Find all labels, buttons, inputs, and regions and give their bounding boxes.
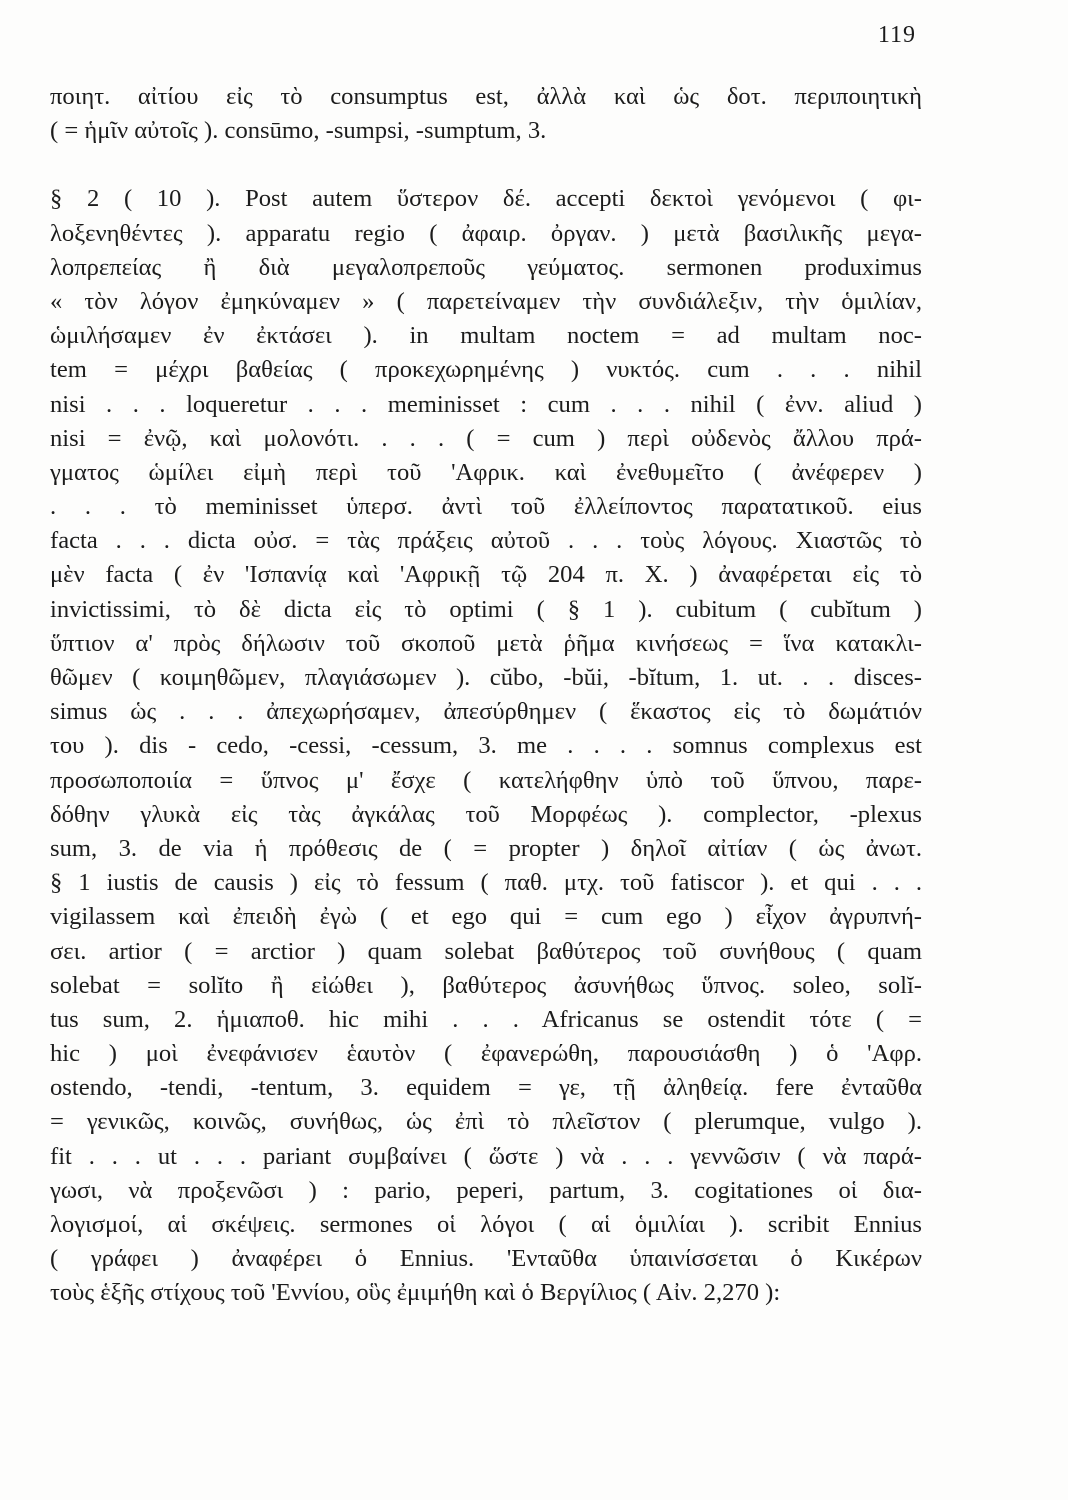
text-line: vigilassem καὶ ἐπειδὴ ἐγὼ ( et ego qui = cum ego ) εἶχον ἀγρυπνή- <box>50 903 922 931</box>
text-line: fit . . . ut . . . pariant συμβαίνει ( ὥστε ) νὰ . . . γεννῶσιν ( νὰ παρά- <box>50 1142 922 1170</box>
text-line: λογισμοί, αἱ σκέψεις. sermones οἱ λόγοι ( αἱ ὁμιλίαι ). scribit Ennius <box>50 1211 922 1238</box>
text-line: θῶμεν ( κοιμηθῶμεν, πλαγιάσωμεν ). cŭbo, -bŭi, -bĭtum, 1. ut. . . disces- <box>50 664 922 691</box>
text-line: λοξενηθέντες ). apparatu regio ( ἀφαιρ. ὀργαν. ) μετὰ βασιλικῆς μεγα- <box>50 219 922 247</box>
text-line: . . . τὸ meminisset ὑπερσ. ἀντὶ τοῦ ἐλλείποντος παρατατικοῦ. eius <box>50 493 922 521</box>
text-line: γματος ὡμίλει εἰμὴ περὶ τοῦ 'Αφρικ. καὶ ἐνεθυμεῖτο ( ἀνέφερεν ) <box>50 458 922 486</box>
paragraph-gap <box>50 148 922 182</box>
text-line: nisi = ἐνῷ, καὶ μολονότι. . . . ( = cum ) περὶ οὐδενὸς ἄλλου πρά- <box>50 424 922 452</box>
text-line: λοπρεπείας ἢ διὰ μεγαλοπρεποῦς γεύματος. sermonen produximus <box>50 253 922 281</box>
text-line: δόθην γλυκὰ εἰς τὰς ἀγκάλας τοῦ Μορφέως ). complector, -plexus <box>50 800 922 828</box>
text-line: invictissimi, τὸ δὲ dicta εἰς τὸ optimi ( § 1 ). cubitum ( cubĭtum ) <box>50 595 922 623</box>
text-line: ὡμιλήσαμεν ἐν ἐκτάσει ). in multam noctem = ad multam noc- <box>50 322 922 350</box>
text-line: ostendo, -tendi, -tentum, 3. equidem = γε, τῇ ἀληθείᾳ. fere ἐνταῦθα <box>50 1074 922 1102</box>
text-line: sum, 3. de via ἡ πρόθεσις de ( = propter ) δηλοῖ αἰτίαν ( ὡς ἀνωτ. <box>50 834 922 862</box>
text-line: τοὺς ἑξῆς στίχους τοῦ 'Εννίου, οὓς ἐμιμήθη καὶ ὁ Βεργίλιος ( Αἰν. 2,270 ): <box>50 1279 781 1307</box>
text-line: § 2 ( 10 ). Post autem ὕστερον δέ. accepti δεκτοὶ γενόμενοι ( φι- <box>50 185 922 213</box>
text-line: solebat = solĭto ἢ εἰώθει ), βαθύτερος ἀσυνήθως ὕπνος. soleo, solĭ- <box>50 971 922 999</box>
text-line: ( γράφει ) ἀναφέρει ὁ Ennius. 'Ενταῦθα ὑπαινίσσεται ὁ Κικέρων <box>50 1245 922 1273</box>
commentary-text <box>50 80 922 1311</box>
text-line: tus sum, 2. ἡμιαποθ. hic mihi . . . Africanus se ostendit τότε ( = <box>50 1005 922 1033</box>
text-line: simus ὡς . . . ἀπεχωρήσαμεν, ἀπεσύρθημεν ( ἕκαστος εἰς τὸ δωμάτιόν <box>50 698 922 726</box>
text-line: ( = ἡμῖν αὐτοῖς ). consūmo, -sumpsi, -sumptum, 3. <box>50 117 547 145</box>
text-line: nisi . . . loqueretur . . . meminisset : cum . . . nihil ( ἐνν. aliud ) <box>50 390 922 418</box>
text-line: hic ) μοὶ ἐνεφάνισεν ἑαυτὸν ( ἐφανερώθη, παρουσιάσθη ) ὁ 'Αφρ. <box>50 1040 922 1068</box>
page-number: 119 <box>877 22 916 48</box>
text-line: ποιητ. αἰτίου εἰς τὸ consumptus est, ἀλλὰ καὶ ὡς δοτ. περιποιητικὴ <box>50 83 922 110</box>
text-line: § 1 iustis de causis ) εἰς τὸ fessum ( παθ. μτχ. τοῦ fatiscor ). et qui . . . <box>50 869 922 897</box>
text-line: προσωποποιία = ὕπνος μ' ἔσχε ( κατελήφθην ὑπὸ τοῦ ὕπνου, παρε- <box>50 766 922 794</box>
text-line: ὕπτιον α' πρὸς δήλωσιν τοῦ σκοποῦ μετὰ ῥῆμα κινήσεως = ἵνα κατακλι- <box>50 629 922 657</box>
text-line: tem = μέχρι βαθείας ( προκεχωρημένης ) νυκτός. cum . . . nihil <box>50 356 922 384</box>
text-line: σει. artior ( = arctior ) quam solebat βαθύτερος τοῦ συνήθους ( quam <box>50 937 922 965</box>
text-line: facta . . . dicta οὐσ. = τὰς πράξεις αὐτοῦ . . . τοὺς λόγους. Χιαστῶς τὸ <box>50 527 922 555</box>
text-line: μὲν facta ( ἐν 'Ισπανίᾳ καὶ 'Αφρικῇ τῷ 204 π. Χ. ) ἀναφέρεται εἰς τὸ <box>50 561 922 589</box>
text-line: του ). dis - cedo, -cessi, -cessum, 3. me . . . . somnus complexus est <box>50 732 922 760</box>
text-line: = γενικῶς, κοινῶς, συνήθως, ὡς ἐπὶ τὸ πλεῖστον ( plerumque, vulgo ). <box>50 1108 922 1136</box>
text-line: γωσι, νὰ προξενῶσι ) : pario, peperi, partum, 3. cogitationes οἱ δια- <box>50 1176 922 1204</box>
text-line: « τὸν λόγον ἐμηκύναμεν » ( παρετείναμεν τὴν συνδιάλεξιν, τὴν ὁμιλίαν, <box>50 287 922 315</box>
